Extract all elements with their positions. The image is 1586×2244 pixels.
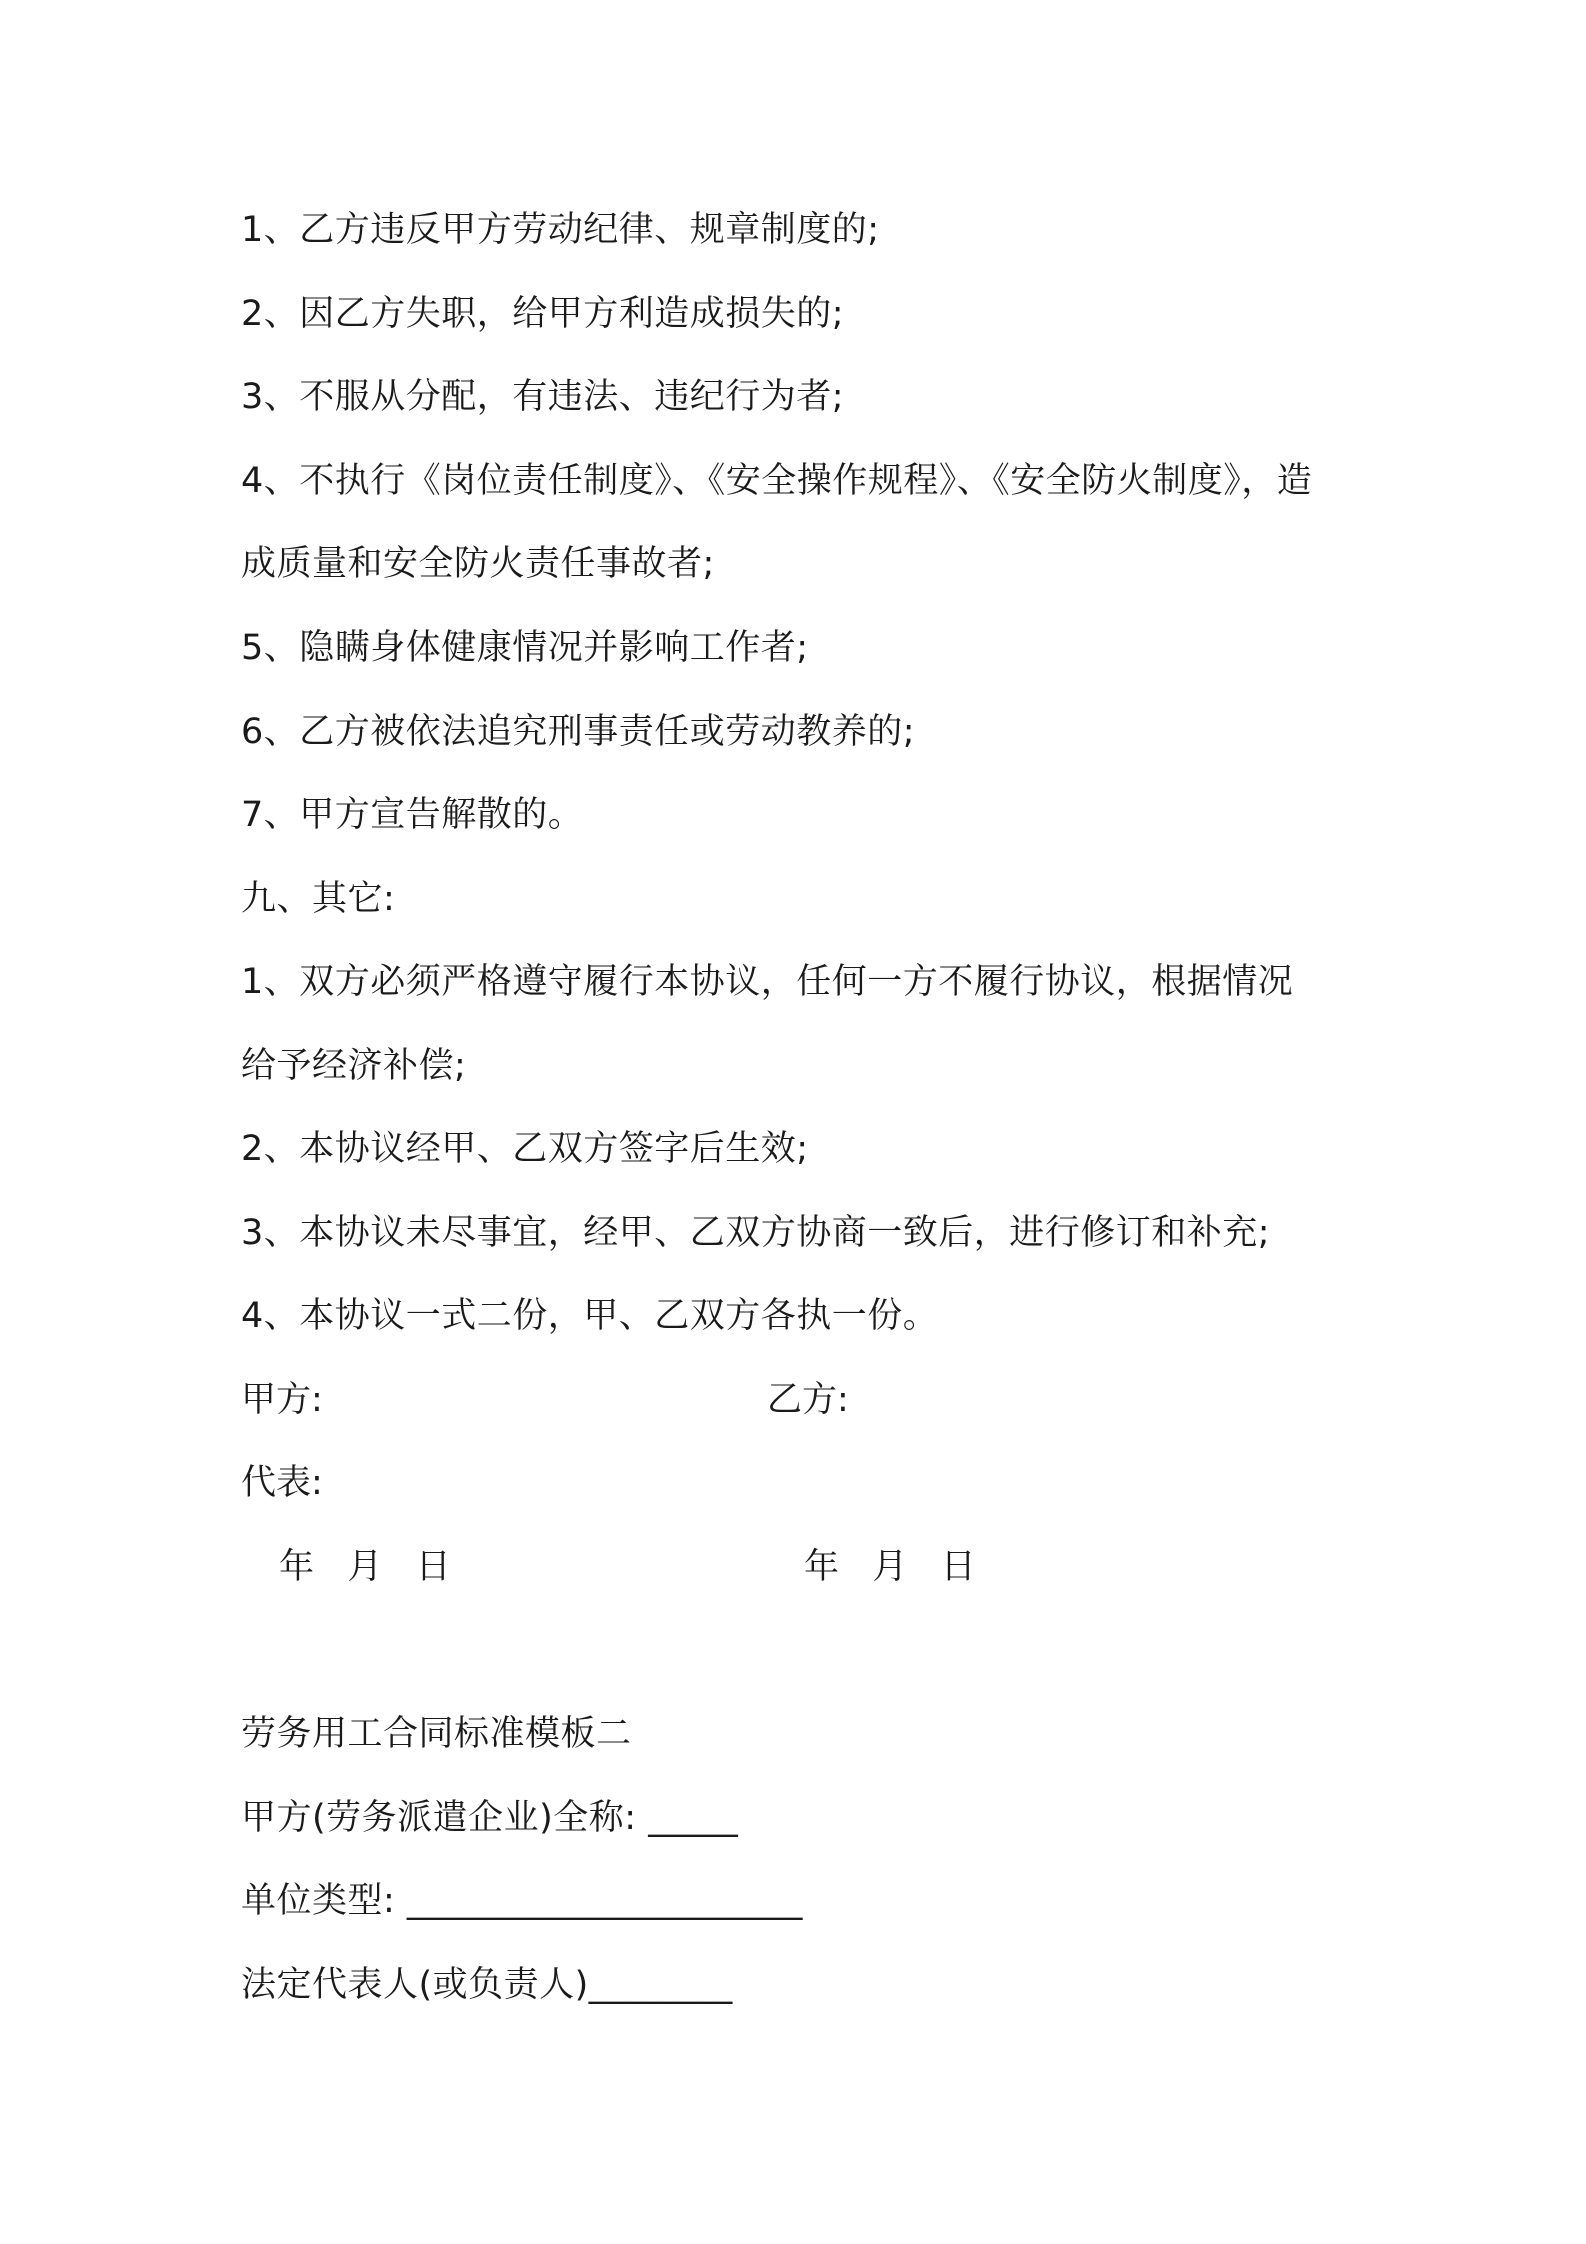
clause-7: 7、甲方宣告解散的。 (241, 795, 584, 835)
section-nine-heading: 九、其它: (241, 879, 396, 919)
clause-3: 3、不服从分配，有违法、违纪行为者; (241, 377, 845, 417)
section-nine-item-1: 1、双方必须严格遵守履行本协议，任何一方不履行协议，根据情况 (241, 962, 1294, 1002)
clause-4: 4、不执行《岗位责任制度》、《安全操作规程》、《安全防火制度》，造 (241, 461, 1313, 501)
template-two-title: 劳务用工合同标准模板二 (241, 1714, 632, 1754)
field-party-a-name: 甲方(劳务派遣企业)全称: _____ (241, 1798, 739, 1838)
clause-2: 2、因乙方失职，给甲方利造成损失的; (241, 294, 845, 334)
section-nine-item-3: 3、本协议未尽事宜，经甲、乙双方协商一致后，进行修订和补充; (241, 1213, 1271, 1253)
clause-5: 5、隐瞒身体健康情况并影响工作者; (241, 628, 809, 668)
party-b-label: 乙方: (767, 1380, 849, 1420)
section-nine-item-1-continued: 给予经济补偿; (241, 1046, 467, 1086)
clause-1: 1、乙方违反甲方劳动纪律、规章制度的; (241, 210, 880, 250)
date-party-a: 年 月 日 (279, 1547, 451, 1587)
clause-4-continued: 成质量和安全防火责任事故者; (241, 544, 715, 584)
clause-6: 6、乙方被依法追究刑事责任或劳动教养的; (241, 712, 916, 752)
field-unit-type: 单位类型: ______________________ (241, 1881, 803, 1921)
party-a-label: 甲方: (241, 1380, 323, 1420)
section-nine-item-2: 2、本协议经甲、乙双方签字后生效; (241, 1129, 809, 1169)
representative-label: 代表: (241, 1463, 323, 1503)
section-nine-item-4: 4、本协议一式二份，甲、乙双方各执一份。 (241, 1296, 939, 1336)
date-party-b: 年 月 日 (804, 1547, 976, 1587)
field-legal-representative: 法定代表人(或负责人)________ (241, 1965, 733, 2005)
